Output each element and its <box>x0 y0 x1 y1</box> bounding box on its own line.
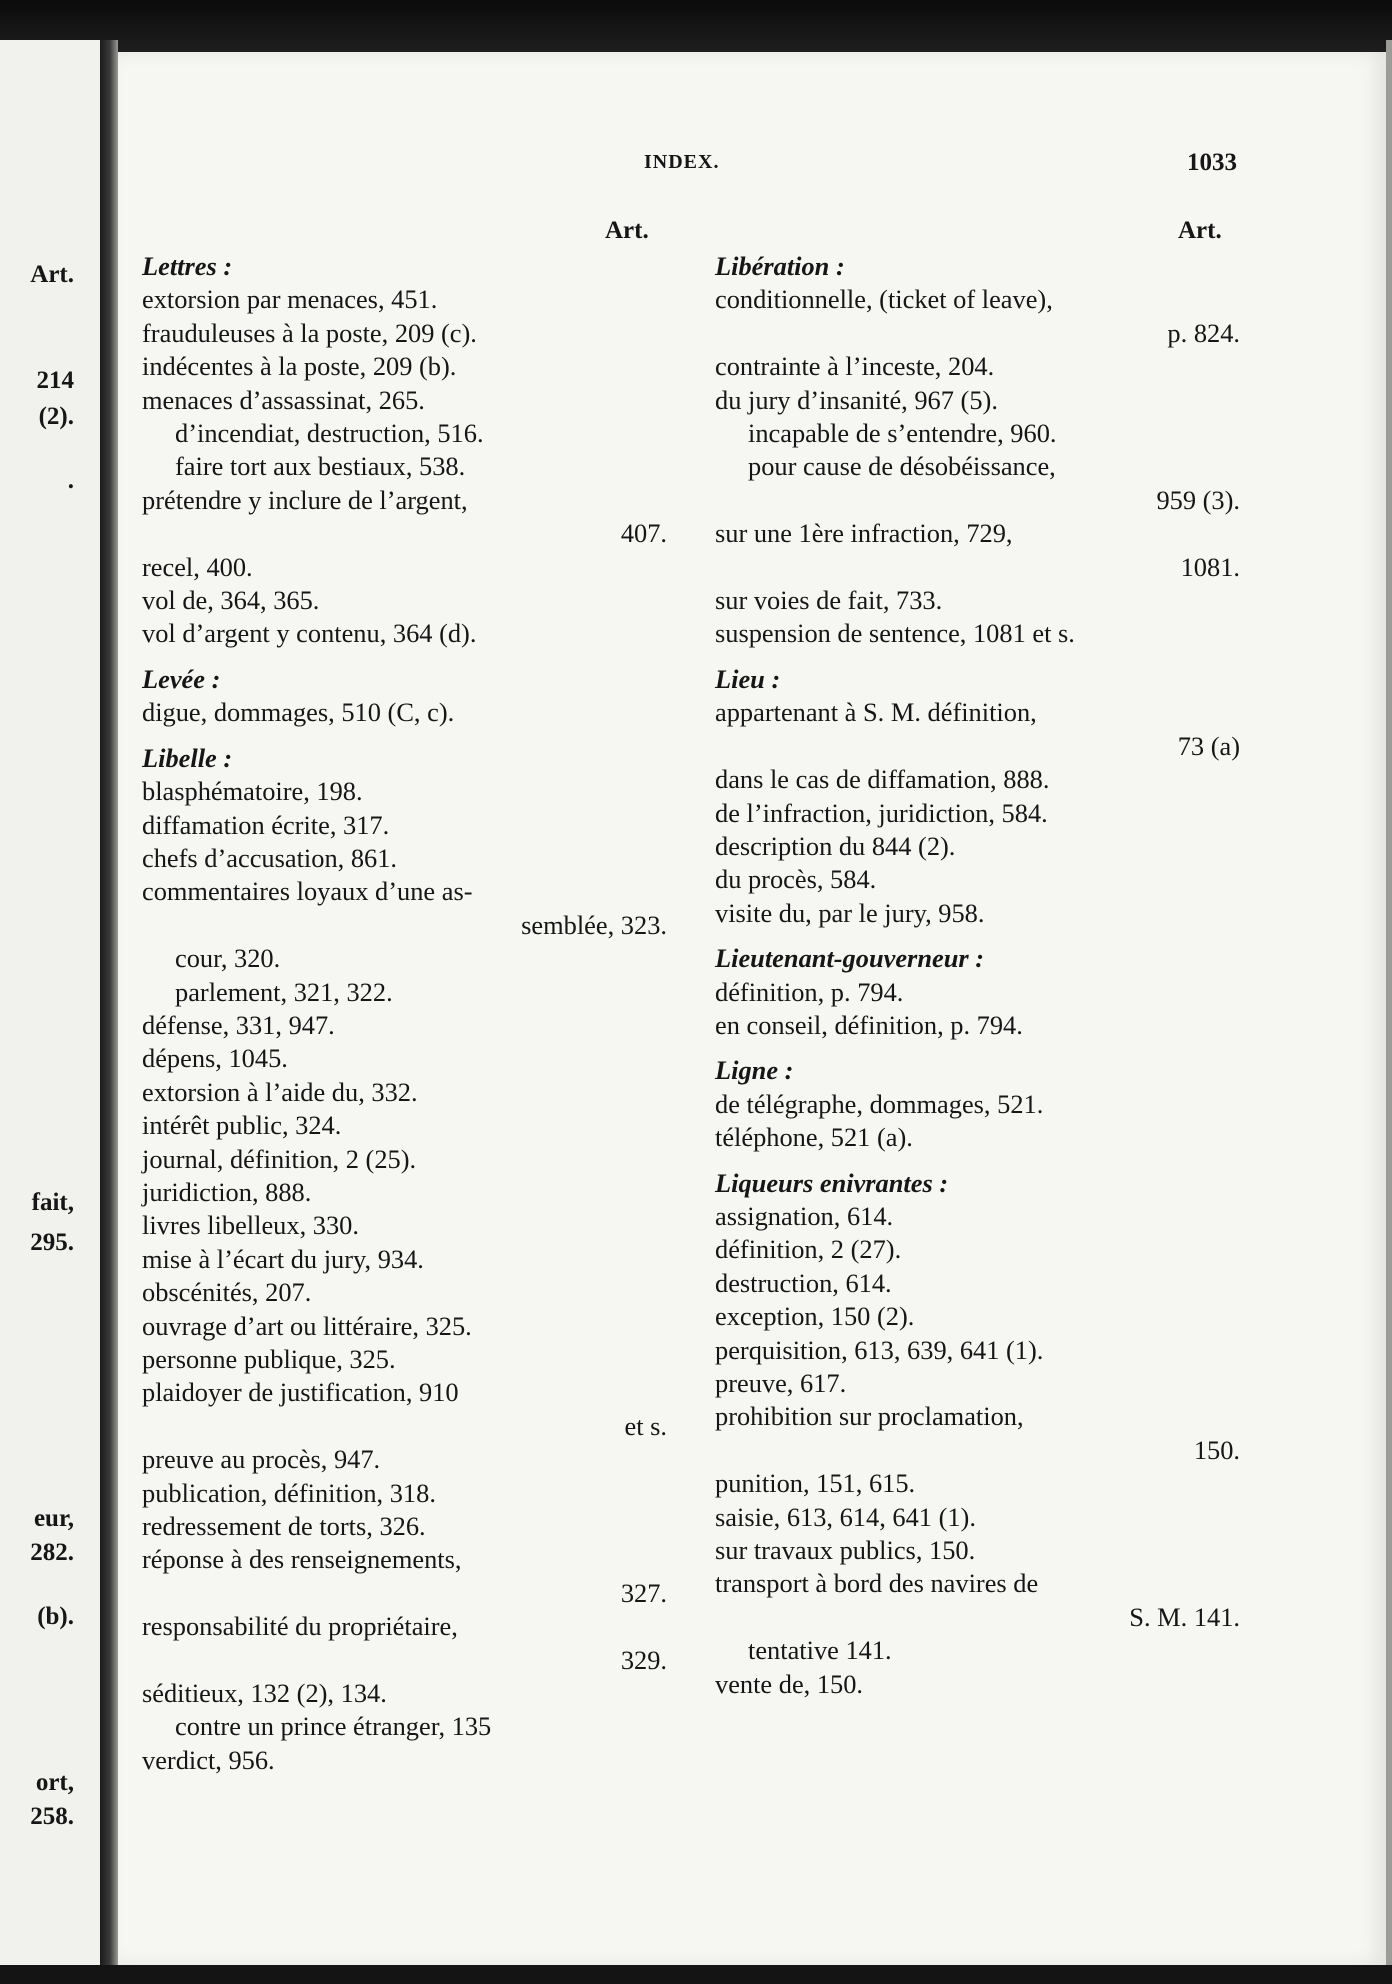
book-spine-gutter <box>100 40 118 1965</box>
index-entry: intérêt public, 324. <box>142 1110 342 1141</box>
index-entry: personne publique, 325. <box>142 1344 396 1374</box>
index-entry: assignation, 614. <box>715 1200 894 1231</box>
left-page-fragment: (2). <box>38 403 74 430</box>
index-entry: ouvrage d’art ou littéraire, 325. <box>142 1310 472 1341</box>
left-page-fragment: eur, <box>33 1505 74 1532</box>
index-entry: du procès, 584. <box>715 864 877 895</box>
index-entry: exception, 150 (2). <box>715 1301 915 1332</box>
index-entry: de télégraphe, dommages, 521. <box>715 1088 1044 1119</box>
index-entry: indécentes à la poste, 209 (b). <box>142 351 457 382</box>
left-page-fragment: 295. <box>30 1229 74 1256</box>
index-entry: définition, 2 (27). <box>715 1234 902 1265</box>
index-entry: obscénités, 207. <box>142 1277 312 1308</box>
index-entry: preuve au procès, 947. <box>142 1444 381 1475</box>
index-entry: saisie, 613, 614, 641 (1). <box>715 1501 976 1532</box>
index-heading: Lieu : <box>715 663 781 694</box>
column-header-left: Art. <box>605 217 649 244</box>
index-entry: sur travaux publics, 150. <box>715 1535 976 1566</box>
index-entry: prohibition sur proclamation, <box>715 1401 1024 1432</box>
left-page-fragment: 282. <box>30 1539 74 1566</box>
index-entry: en conseil, définition, p. 794. <box>715 1009 1023 1040</box>
index-entry: commentaires loyaux d’une as- <box>142 876 473 907</box>
index-entry: punition, 151, 615. <box>715 1468 916 1499</box>
page-bottom-edge <box>0 1965 1392 1984</box>
index-heading: Ligne : <box>715 1055 794 1086</box>
index-entry: extorsion par menaces, 451. <box>142 284 438 315</box>
index-entry: transport à bord des navires de <box>715 1568 1039 1599</box>
index-entry: sur une 1ère infraction, 729, <box>715 518 1013 549</box>
index-entry: suspension de sentence, 1081 et s. <box>715 618 1075 649</box>
index-heading: Liqueurs enivrantes : <box>715 1167 949 1198</box>
index-entry: sur voies de fait, 733. <box>715 585 943 616</box>
left-page-fragment: (b). <box>37 1603 74 1630</box>
index-entry: séditieux, 132 (2), 134. <box>142 1678 387 1709</box>
index-entry: prétendre y inclure de l’argent, <box>142 484 468 515</box>
index-entry: vente de, 150. <box>715 1668 864 1699</box>
index-subentry: tentative 141. <box>748 1635 892 1666</box>
index-subentry: pour cause de désobéissance, <box>748 451 1056 482</box>
index-entry: description du 844 (2). <box>715 830 956 861</box>
page-number: 1033 <box>1187 149 1237 176</box>
index-entry: de l’infraction, juridiction, 584. <box>715 797 1048 828</box>
column-header-right: Art. <box>1178 217 1222 244</box>
index-subentry: contre un prince étranger, 135 <box>175 1711 492 1742</box>
index-entry: redressement de torts, 326. <box>142 1511 426 1542</box>
index-entry-continuation: 150. <box>1193 1434 1240 1465</box>
index-entry: dans le cas de diffamation, 888. <box>715 764 1050 795</box>
index-entry: vol de, 364, 365. <box>142 585 320 616</box>
index-entry-continuation: 959 (3). <box>1156 484 1240 515</box>
index-entry-continuation: 1081. <box>1180 551 1240 582</box>
index-entry: mise à l’écart du jury, 934. <box>142 1243 424 1274</box>
index-entry-continuation: 407. <box>620 518 667 549</box>
index-entry: juridiction, 888. <box>142 1176 312 1207</box>
index-entry: preuve, 617. <box>715 1368 847 1398</box>
index-entry-continuation: S. M. 141. <box>1129 1601 1240 1632</box>
left-page-fragment: 258. <box>30 1803 74 1830</box>
index-entry: frauduleuses à la poste, 209 (c). <box>142 317 477 348</box>
index-entry: diffamation écrite, 317. <box>142 809 390 840</box>
index-subentry: cour, 320. <box>175 943 281 974</box>
index-column-right <box>715 250 1240 1701</box>
left-page-margin <box>0 40 100 1965</box>
index-entry: destruction, 614. <box>715 1267 892 1298</box>
index-heading: Libelle : <box>142 742 233 773</box>
left-page-fragment: . <box>67 467 74 494</box>
index-entry-continuation: semblée, 323. <box>521 909 667 940</box>
index-entry: publication, définition, 318. <box>142 1477 436 1508</box>
index-entry: verdict, 956. <box>142 1744 275 1775</box>
left-page-fragment: ort, <box>35 1769 74 1796</box>
running-title: INDEX. <box>644 151 720 173</box>
index-entry: perquisition, 613, 639, 641 (1). <box>715 1334 1044 1365</box>
index-entry: chefs d’accusation, 861. <box>142 842 398 873</box>
left-page-fragment: fait, <box>31 1189 74 1216</box>
index-subentry: d’incendiat, destruction, 516. <box>175 418 484 449</box>
index-heading: Levée : <box>142 663 221 694</box>
index-entry: responsabilité du propriétaire, <box>142 1611 458 1642</box>
index-entry: appartenant à S. M. définition, <box>715 697 1037 728</box>
index-entry: définition, p. 794. <box>715 976 904 1007</box>
index-entry: digue, dommages, 510 (C, c). <box>142 697 455 728</box>
index-entry-continuation: 73 (a) <box>1177 730 1240 761</box>
index-column-left <box>142 250 667 1777</box>
index-entry: vol d’argent y contenu, 364 (d). <box>142 618 477 649</box>
index-entry: dépens, 1045. <box>142 1043 288 1074</box>
index-entry-continuation: 327. <box>620 1577 667 1608</box>
left-page-fragment: 214 <box>36 367 74 394</box>
index-entry: menaces d’assassinat, 265. <box>142 384 425 415</box>
index-heading: Lettres : <box>142 251 233 281</box>
index-entry: blasphématoire, 198. <box>142 776 363 807</box>
page-top-edge <box>0 0 1392 52</box>
index-entry-continuation: et s. <box>624 1410 667 1441</box>
index-entry: contrainte à l’inceste, 204. <box>715 351 995 382</box>
index-entry: conditionnelle, (ticket of leave), <box>715 284 1053 315</box>
index-entry: plaidoyer de justification, 910 <box>142 1377 459 1408</box>
left-page-fragment: Art. <box>30 261 74 288</box>
index-entry: extorsion à l’aide du, 332. <box>142 1076 418 1107</box>
index-subentry: parlement, 321, 322. <box>175 976 393 1007</box>
index-entry: journal, définition, 2 (25). <box>142 1143 417 1174</box>
page-right-edge <box>1386 40 1392 1965</box>
index-entry: livres libelleux, 330. <box>142 1210 359 1241</box>
index-entry: du jury d’insanité, 967 (5). <box>715 384 998 415</box>
index-entry: visite du, par le jury, 958. <box>715 897 985 928</box>
index-subentry: faire tort aux bestiaux, 538. <box>175 451 466 482</box>
index-entry: téléphone, 521 (a). <box>715 1122 913 1153</box>
index-entry-continuation: p. 824. <box>1167 317 1240 348</box>
index-subentry: incapable de s’entendre, 960. <box>748 418 1057 449</box>
index-entry-continuation: 329. <box>620 1644 667 1675</box>
index-heading: Lieutenant-gouverneur : <box>715 943 985 974</box>
index-heading: Libération : <box>715 251 845 281</box>
index-entry: réponse à des renseignements, <box>142 1544 462 1575</box>
index-entry: recel, 400. <box>142 551 253 582</box>
index-entry: défense, 331, 947. <box>142 1009 335 1040</box>
